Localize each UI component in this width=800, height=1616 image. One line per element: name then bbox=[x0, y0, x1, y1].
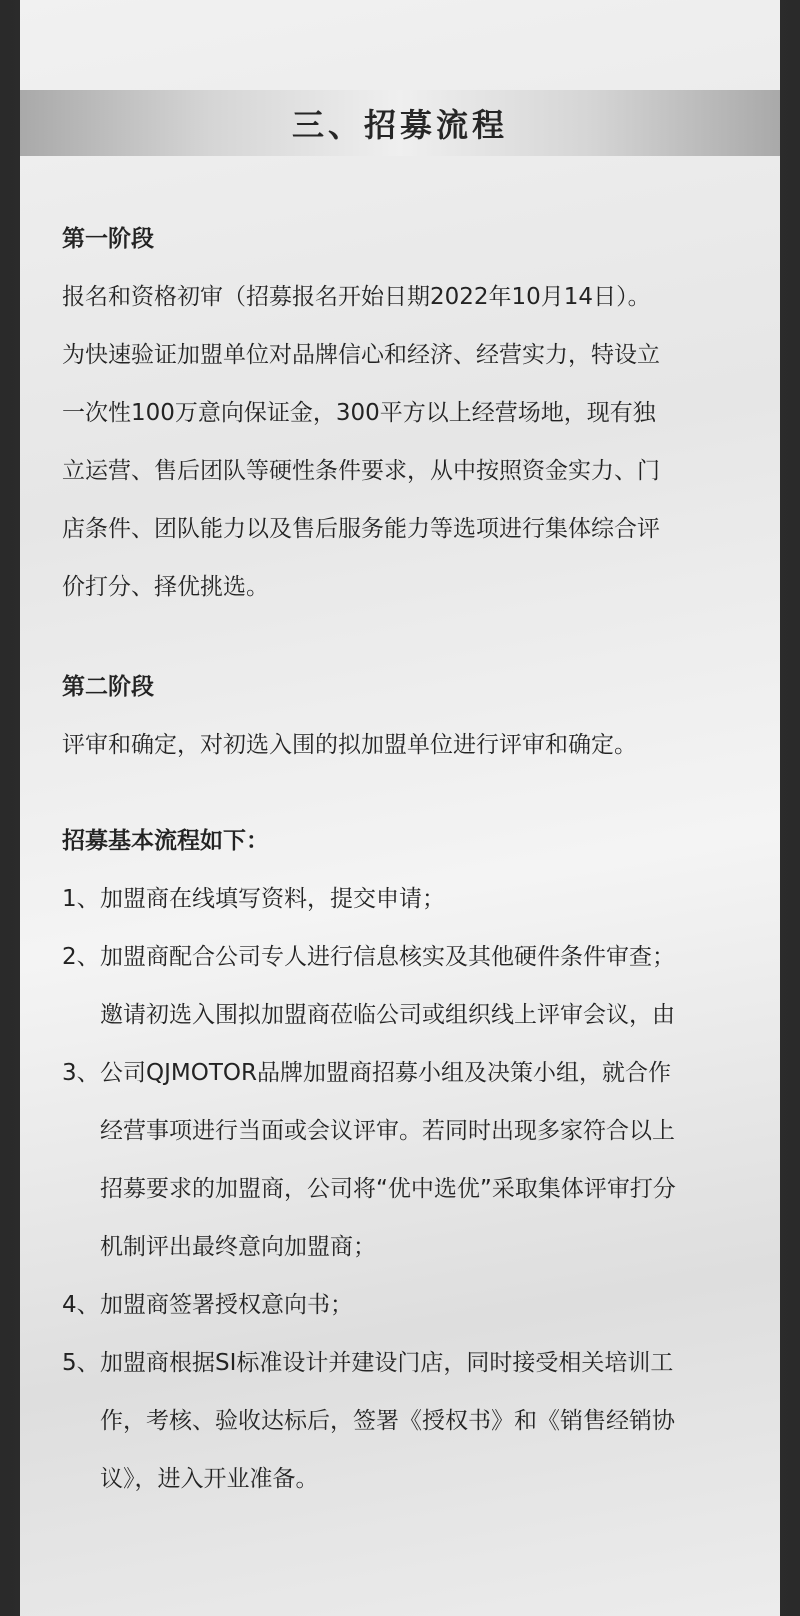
section-title-band bbox=[20, 90, 780, 156]
text-line: 议》，进入开业准备。 bbox=[100, 1466, 319, 1492]
text-line: 公司QJMOTOR品牌加盟商招募小组及决策小组，就合作 bbox=[100, 1060, 671, 1086]
flow-step-1 bbox=[62, 870, 752, 928]
flow-step-5 bbox=[62, 1334, 752, 1508]
text-line: 加盟商签署授权意向书； bbox=[100, 1292, 353, 1318]
text-line: 加盟商配合公司专人进行信息核实及其他硬件条件审查； bbox=[100, 944, 675, 970]
recruitment-content bbox=[62, 210, 752, 1492]
recruitment-flow bbox=[62, 812, 752, 1508]
step-text bbox=[100, 1334, 752, 1508]
step-number: 1、 bbox=[62, 886, 100, 912]
flow-step-3 bbox=[62, 1044, 752, 1276]
text-line: 为快速验证加盟单位对品牌信心和经济、经营实力，特设立 bbox=[62, 342, 660, 368]
text-line: 立运营、售后团队等硬性条件要求，从中按照资金实力、门 bbox=[62, 458, 660, 484]
text-line: 价打分、择优挑选。 bbox=[62, 574, 269, 600]
stage-one-heading: 第一阶段 bbox=[62, 226, 154, 252]
stage-two-heading: 第二阶段 bbox=[62, 674, 154, 700]
section-title: 三、招募流程 bbox=[291, 106, 508, 144]
step-number: 3、 bbox=[62, 1060, 100, 1086]
text-line: 经营事项进行当面或会议评审。若同时出现多家符合以上 bbox=[100, 1118, 675, 1144]
step-number: 5、 bbox=[62, 1350, 100, 1376]
text-line: 加盟商在线填写资料，提交申请； bbox=[100, 886, 445, 912]
text-line: 报名和资格初审（招募报名开始日期2022年10月14日）。 bbox=[62, 284, 651, 310]
text-line: 店条件、团队能力以及售后服务能力等选项进行集体综合评 bbox=[62, 516, 660, 542]
step-text bbox=[100, 1276, 752, 1334]
stage-one-text bbox=[62, 268, 752, 616]
text-line: 一次性100万意向保证金，300平方以上经营场地，现有独 bbox=[62, 400, 656, 426]
step-text bbox=[100, 928, 752, 1044]
step-text bbox=[100, 870, 752, 928]
text-line: 邀请初选入围拟加盟商莅临公司或组织线上评审会议，由 bbox=[100, 1002, 675, 1028]
flow-heading: 招募基本流程如下： bbox=[62, 828, 269, 854]
stage-two bbox=[62, 658, 752, 774]
text-line: 招募要求的加盟商，公司将“优中选优”采取集体评审打分 bbox=[100, 1176, 676, 1202]
step-number: 2、 bbox=[62, 944, 100, 970]
flow-step-4 bbox=[62, 1276, 752, 1334]
step-text bbox=[100, 1044, 752, 1276]
text-line: 机制评出最终意向加盟商； bbox=[100, 1234, 376, 1260]
flow-step-2 bbox=[62, 928, 752, 1044]
text-line: 加盟商根据SI标准设计并建设门店，同时接受相关培训工 bbox=[100, 1350, 674, 1376]
stage-one bbox=[62, 210, 752, 616]
stage-two-text: 评审和确定，对初选入围的拟加盟单位进行评审和确定。 bbox=[62, 732, 637, 758]
step-number: 4、 bbox=[62, 1292, 100, 1318]
text-line: 作，考核、验收达标后，签署《授权书》和《销售经销协 bbox=[100, 1408, 675, 1434]
